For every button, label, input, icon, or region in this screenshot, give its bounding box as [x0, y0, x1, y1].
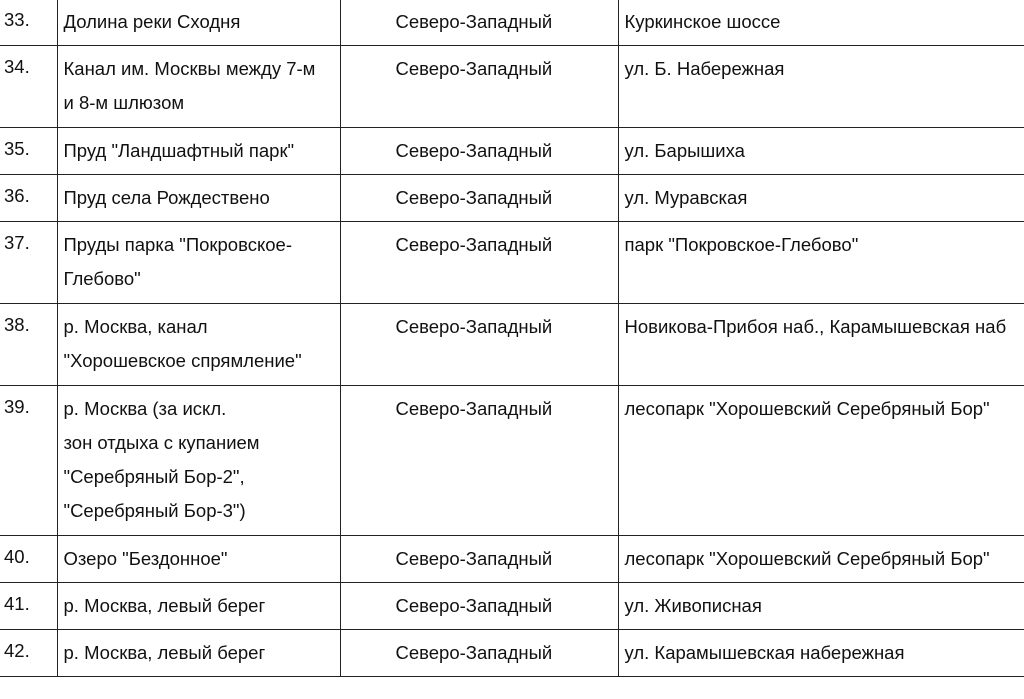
- water-body-name: [57, 386, 340, 536]
- row-number: 37.: [0, 222, 57, 304]
- district-cell: Северо-Западный: [340, 304, 618, 386]
- address-cell: ул. Муравская: [618, 175, 1024, 222]
- name-line: р. Москва, левый берег: [63, 595, 266, 616]
- table-row: [0, 0, 1024, 46]
- row-number: 36.: [0, 175, 57, 222]
- district-cell: Северо-Западный: [340, 128, 618, 175]
- name-line: "Хорошевское спрямление": [63, 350, 302, 371]
- address-cell: ул. Барышиха: [618, 128, 1024, 175]
- row-number: 39.: [0, 386, 57, 536]
- table-row: [0, 175, 1024, 222]
- row-number: 35.: [0, 128, 57, 175]
- name-line: Пруды парка "Покровское-: [63, 234, 293, 255]
- district-cell: Северо-Западный: [340, 536, 618, 583]
- table-row: [0, 222, 1024, 304]
- address-cell: Куркинское шоссе: [618, 0, 1024, 46]
- water-body-name: [57, 222, 340, 304]
- address-cell: лесопарк "Хорошевский Серебряный Бор": [618, 536, 1024, 583]
- name-line: р. Москва (за искл.: [63, 398, 227, 419]
- name-line: р. Москва, канал: [63, 316, 208, 337]
- address-cell: лесопарк "Хорошевский Серебряный Бор": [618, 386, 1024, 536]
- name-line: "Серебряный Бор-2",: [63, 466, 245, 487]
- district-cell: Северо-Западный: [340, 0, 618, 46]
- address-cell: ул. Живописная: [618, 583, 1024, 630]
- address-cell: Новикова-Прибоя наб., Карамышевская наб: [618, 304, 1024, 386]
- table-row: [0, 386, 1024, 536]
- name-line: Канал им. Москвы между 7-м: [63, 58, 316, 79]
- table-row: [0, 46, 1024, 128]
- district-cell: Северо-Западный: [340, 222, 618, 304]
- water-body-name: [57, 304, 340, 386]
- water-body-name: [57, 128, 340, 175]
- row-number: 34.: [0, 46, 57, 128]
- water-body-name: [57, 630, 340, 677]
- water-body-name: [57, 175, 340, 222]
- row-number: 41.: [0, 583, 57, 630]
- name-line: р. Москва, левый берег: [63, 642, 266, 663]
- district-cell: Северо-Западный: [340, 583, 618, 630]
- row-number: 33.: [0, 0, 57, 46]
- table-row: [0, 128, 1024, 175]
- name-line: Глебово": [63, 268, 141, 289]
- district-cell: Северо-Западный: [340, 175, 618, 222]
- name-line: и 8-м шлюзом: [63, 92, 185, 113]
- name-line: Долина реки Сходня: [63, 11, 241, 32]
- water-body-name: [57, 536, 340, 583]
- row-number: 38.: [0, 304, 57, 386]
- address-cell: ул. Б. Набережная: [618, 46, 1024, 128]
- name-line: Озеро "Бездонное": [63, 548, 228, 569]
- name-line: зон отдыха с купанием: [63, 432, 260, 453]
- table-row: [0, 583, 1024, 630]
- row-number: 42.: [0, 630, 57, 677]
- district-cell: Северо-Западный: [340, 46, 618, 128]
- water-body-name: [57, 0, 340, 46]
- district-cell: Северо-Западный: [340, 386, 618, 536]
- address-cell: ул. Карамышевская набережная: [618, 630, 1024, 677]
- district-cell: Северо-Западный: [340, 630, 618, 677]
- address-cell: парк "Покровское-Глебово": [618, 222, 1024, 304]
- row-number: 40.: [0, 536, 57, 583]
- name-line: "Серебряный Бор-3"): [63, 500, 246, 521]
- table-row: [0, 304, 1024, 386]
- table-row: [0, 630, 1024, 677]
- water-body-name: [57, 583, 340, 630]
- table-row: [0, 536, 1024, 583]
- water-body-name: [57, 46, 340, 128]
- name-line: Пруд "Ландшафтный парк": [63, 140, 295, 161]
- name-line: Пруд села Рождествено: [63, 187, 270, 208]
